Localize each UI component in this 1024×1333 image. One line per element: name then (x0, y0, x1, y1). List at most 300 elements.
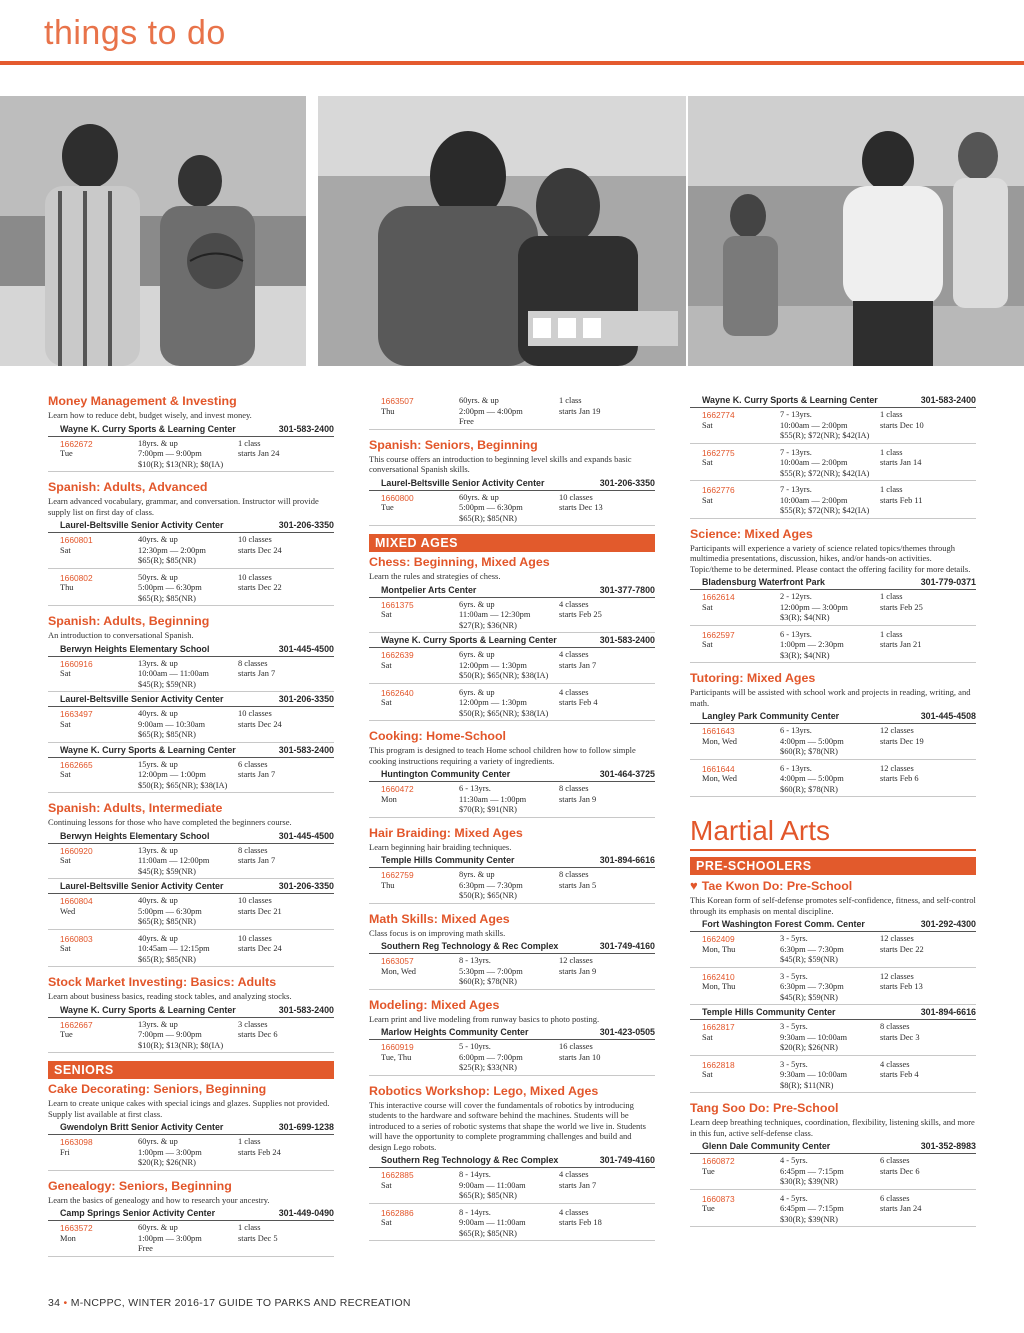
class-time: 11:00am — 12:00pm (138, 856, 210, 865)
class-col-b (780, 764, 880, 796)
class-fee: $55(R); $72(NR); $42(IA) (780, 506, 870, 515)
class-time: 11:30am — 1:00pm (459, 794, 527, 804)
course-description: Learn how to reduce debt, budget wisely, and invest money. (48, 410, 252, 420)
class-col-cc (238, 535, 328, 567)
class-fee: $65(R); $85(NR) (459, 1228, 517, 1238)
class-count: 16 classes (559, 1042, 593, 1051)
course-stock-market (48, 975, 334, 1053)
location-name: Wayne K. Curry Sports & Learning Center (702, 395, 878, 405)
course-tutoring (690, 671, 976, 797)
class-start: starts Dec 24 (238, 719, 282, 729)
class-count: 1 class (238, 438, 261, 448)
course-title: Cake Decorating: Seniors, Beginning (48, 1082, 267, 1096)
class-time: 1:00pm — 3:00pm (138, 1233, 202, 1243)
class-col-a (60, 709, 138, 741)
class-col-b (138, 1137, 238, 1169)
class-ages: 40yrs. & up (138, 709, 178, 718)
class-fee: $65(R); $85(NR) (138, 556, 196, 565)
course-spanish-intermediate (48, 801, 334, 967)
header-rule (0, 61, 1024, 65)
class-start: starts Dec 21 (238, 906, 282, 916)
course-title: Genealogy: Seniors, Beginning (48, 1178, 232, 1193)
class-col-cc (238, 1020, 328, 1052)
class-start: starts Dec 22 (880, 944, 924, 954)
class-col-cc (559, 600, 649, 632)
class-row (48, 758, 334, 794)
class-number: 1662409 (702, 934, 735, 944)
class-count: 4 classes (559, 1207, 589, 1217)
class-fee: $20(R); $26(NR) (138, 1158, 196, 1167)
class-col-cc (238, 846, 328, 878)
class-ages: 6 - 13yrs. (780, 726, 812, 735)
class-start: starts Dec 10 (880, 420, 924, 430)
location-header (48, 881, 334, 894)
location-header (369, 478, 655, 491)
location-phone: 301-206-3350 (278, 694, 334, 704)
class-col-a (702, 1022, 780, 1054)
class-col-cc (559, 784, 649, 816)
class-count: 12 classes (880, 763, 914, 773)
location-phone: 301-779-0371 (920, 577, 976, 587)
class-row (48, 533, 334, 569)
class-col-a (702, 448, 780, 480)
class-days: Thu (60, 583, 74, 592)
class-col-b (780, 448, 880, 480)
class-col-cc (238, 659, 328, 691)
location-header (369, 585, 655, 598)
class-col-cc (880, 726, 970, 758)
class-ages: 13yrs. & up (138, 845, 178, 855)
course-chess (369, 555, 655, 721)
class-col-b (459, 1170, 559, 1202)
class-number: 1662759 (381, 870, 414, 880)
class-days: Mon (381, 794, 397, 804)
location-name: Laurel-Beltsville Senior Activity Center (60, 520, 224, 530)
class-start: starts Jan 19 (559, 406, 601, 416)
class-count: 10 classes (238, 709, 272, 718)
location-header (369, 941, 655, 954)
class-col-cc (880, 1060, 970, 1092)
class-ages: 3 - 5yrs. (780, 1059, 808, 1069)
class-col-b (780, 934, 880, 966)
class-row (690, 408, 976, 444)
location-header (48, 1208, 334, 1221)
class-time: 6:45pm — 7:15pm (780, 1166, 844, 1176)
class-fee: $70(R); $91(NR) (459, 805, 517, 814)
class-row (369, 1168, 655, 1204)
class-fee: $65(R); $85(NR) (138, 593, 196, 603)
class-row (369, 394, 655, 430)
location-phone: 301-583-2400 (920, 395, 976, 405)
course-description: Continuing lessons for those who have completed the beginners course. (48, 817, 292, 827)
class-number: 1662886 (381, 1207, 414, 1218)
class-row (369, 1206, 655, 1242)
class-fee: $45(R); $59(NR) (780, 955, 838, 964)
course-description: Participants will experience a variety of science related topics/themes through multimedia presentations, discussion, hikes, and/or hands-on activities. Topic/theme to be determined. Please contact the offering facility for more details. (690, 542, 971, 574)
class-ages: 6 - 13yrs. (780, 629, 812, 639)
section-band-pre-schoolers: PRE-SCHOOLERS (690, 857, 976, 875)
course-description: Learn about business basics, reading stock tables, and analyzing stocks. (48, 991, 292, 1001)
class-col-b (138, 1223, 238, 1255)
class-col-a (60, 934, 138, 966)
class-row (48, 1221, 334, 1257)
class-fee: $3(R); $4(NR) (780, 613, 830, 622)
location-header (369, 855, 655, 868)
class-col-cc (238, 1137, 328, 1169)
class-col-cc (880, 1022, 970, 1054)
class-days: Mon, Wed (381, 966, 416, 976)
course-cake-decorating (48, 1082, 334, 1171)
location-phone: 301-352-8983 (920, 1141, 976, 1151)
section-band-seniors: SENIORS (48, 1061, 334, 1079)
location-phone: 301-749-4160 (599, 941, 655, 951)
class-number: 1662640 (381, 687, 414, 698)
course-title: Money Management & Investing (48, 394, 237, 408)
class-fee: $27(R); $36(NR) (459, 620, 517, 630)
class-count: 6 classes (880, 1193, 910, 1203)
class-time: 1:00pm — 2:30pm (780, 640, 844, 649)
course-description: This interactive course will cover the fundamentals of robotics by introducing students to the hardware and software behind the machines. Students will be introduced to a series of robotic systems that shape the world we live in. Students will have the opportunity to complete programming challenges and build and design Lego robots. (369, 1099, 646, 1152)
class-ages: 4 - 5yrs. (780, 1156, 808, 1165)
location-name: Marlow Heights Community Center (381, 1027, 529, 1037)
class-fee: $65(R); $85(NR) (459, 1191, 517, 1200)
class-number: 1663098 (60, 1137, 93, 1147)
class-start: starts Jan 9 (559, 794, 597, 804)
class-ages: 3 - 5yrs. (780, 934, 808, 943)
class-number: 1662667 (60, 1019, 93, 1030)
class-col-cc (880, 592, 970, 624)
class-col-b (138, 1020, 238, 1052)
class-time: 4:00pm — 5:00pm (780, 736, 844, 746)
class-ages: 15yrs. & up (138, 759, 178, 769)
class-number: 1662817 (702, 1022, 735, 1032)
class-number: 1662597 (702, 629, 735, 640)
class-days: Sat (702, 1032, 713, 1042)
class-row (369, 491, 655, 527)
class-start: starts Jan 7 (238, 770, 276, 779)
location-phone: 301-206-3350 (599, 477, 655, 488)
class-fee: $50(R); $65(NR); $38(IA) (138, 780, 228, 790)
location-header (48, 1005, 334, 1018)
class-number: 1660802 (60, 572, 93, 583)
class-row (690, 970, 976, 1006)
class-start: starts Jan 7 (238, 669, 276, 678)
class-count: 8 classes (238, 845, 268, 855)
location-name: Wayne K. Curry Sports & Learning Center (60, 744, 236, 755)
class-time: 5:00pm — 6:30pm (138, 906, 202, 916)
location-phone: 301-206-3350 (278, 881, 334, 891)
class-col-a (702, 1156, 780, 1188)
class-row (48, 932, 334, 968)
class-time: 12:30pm — 2:00pm (138, 545, 206, 555)
course-cooking (369, 729, 655, 818)
class-col-a (381, 1170, 459, 1202)
class-fee: $65(R); $85(NR) (138, 917, 196, 926)
class-start: starts Dec 5 (238, 1233, 278, 1243)
class-col-a (381, 870, 459, 902)
class-count: 4 classes (880, 1059, 910, 1069)
class-col-b (138, 846, 238, 878)
class-count: 12 classes (559, 956, 593, 965)
class-col-a (381, 1042, 459, 1074)
location-phone: 301-749-4160 (599, 1155, 655, 1165)
location-name: Southern Reg Technology & Rec Complex (381, 941, 559, 951)
class-days: Sat (702, 602, 713, 612)
class-col-b (780, 972, 880, 1004)
class-start: starts Feb 6 (880, 774, 919, 783)
class-days: Sat (60, 944, 71, 953)
class-ages: 60yrs. & up (459, 492, 499, 502)
class-col-cc (238, 934, 328, 966)
class-fee: $8(R); $11(NR) (780, 1080, 834, 1090)
location-phone: 301-583-2400 (278, 1004, 334, 1015)
class-row (48, 707, 334, 743)
location-phone: 301-894-6616 (599, 855, 655, 865)
class-ages: 7 - 13yrs. (780, 485, 812, 494)
class-col-cc (880, 410, 970, 442)
class-row (690, 1058, 976, 1094)
class-col-cc (559, 870, 649, 902)
class-ages: 60yrs. & up (138, 1137, 178, 1146)
location-header (690, 395, 976, 408)
location-name: Langley Park Community Center (702, 711, 840, 721)
class-time: 9:00am — 11:00am (459, 1180, 526, 1190)
class-days: Sat (60, 770, 71, 779)
class-number: 1660803 (60, 933, 93, 944)
course-continued (369, 394, 655, 430)
class-col-a (60, 1223, 138, 1255)
class-fee: $50(R); $65(NR); $38(IA) (459, 708, 549, 718)
class-row (690, 590, 976, 626)
class-start: starts Jan 7 (559, 1180, 597, 1190)
class-col-b (138, 659, 238, 691)
class-ages: 6yrs. & up (459, 599, 495, 609)
class-number: 1660919 (381, 1042, 414, 1052)
class-count: 12 classes (880, 971, 914, 981)
page-number: 34 (48, 1297, 61, 1309)
class-fee: $60(R); $78(NR) (780, 747, 838, 756)
class-col-a (60, 439, 138, 471)
class-days: Sat (381, 1218, 392, 1227)
class-fee: $50(R); $65(NR) (459, 891, 517, 900)
class-col-cc (559, 1042, 649, 1074)
class-col-a (60, 573, 138, 605)
location-header (369, 1155, 655, 1168)
category-heading-martial-arts: Martial Arts (690, 815, 831, 846)
class-row (690, 762, 976, 798)
location-name: Fort Washington Forest Comm. Center (702, 919, 865, 929)
location-header (369, 635, 655, 648)
column-3 (690, 394, 976, 1235)
location-header (48, 831, 334, 844)
course-title: Math Skills: Mixed Ages (369, 911, 510, 926)
class-row (369, 868, 655, 904)
location-name: Temple Hills Community Center (381, 855, 515, 865)
class-ages: 2 - 12yrs. (780, 592, 812, 601)
class-number: 1663572 (60, 1223, 93, 1233)
class-col-a (381, 688, 459, 720)
class-col-cc (880, 1194, 970, 1226)
category-rule (690, 849, 976, 851)
class-days: Tue, Thu (381, 1052, 412, 1062)
class-col-b (138, 760, 238, 792)
course-title: Stock Market Investing: Basics: Adults (48, 975, 277, 989)
class-col-a (60, 846, 138, 878)
location-name: Wayne K. Curry Sports & Learning Center (60, 423, 236, 434)
class-number: 1663507 (381, 396, 414, 406)
class-days: Mon, Wed (702, 774, 737, 783)
class-col-b (780, 1022, 880, 1054)
class-row (48, 1135, 334, 1171)
location-phone: 301-894-6616 (920, 1007, 976, 1017)
class-count: 8 classes (880, 1022, 910, 1031)
class-col-b (459, 493, 559, 525)
location-header (48, 1122, 334, 1135)
class-count: 4 classes (559, 1170, 589, 1179)
class-fee: $50(R); $65(NR); $38(IA) (459, 671, 549, 680)
class-days: Thu (381, 406, 395, 416)
class-ages: 6 - 13yrs. (459, 784, 491, 793)
class-row (369, 1040, 655, 1076)
class-col-b (780, 1194, 880, 1226)
course-description: Participants will be assisted with school work and projects in reading, writing, and math. (690, 687, 971, 708)
class-number: 1660872 (702, 1156, 735, 1166)
class-col-a (60, 760, 138, 792)
location-phone: 301-449-0490 (278, 1208, 334, 1218)
class-fee: $65(R); $85(NR) (138, 730, 196, 739)
class-number: 1662639 (381, 650, 414, 660)
class-col-cc (238, 760, 328, 792)
course-tang-soo-do (690, 1101, 976, 1227)
class-count: 8 classes (238, 658, 268, 668)
class-ages: 8 - 13yrs. (459, 956, 491, 965)
class-days: Mon, Thu (702, 982, 736, 991)
course-title: Tang Soo Do: Pre-School (690, 1101, 839, 1115)
class-count: 8 classes (559, 870, 589, 879)
class-number: 1662776 (702, 485, 735, 495)
class-fee: $55(R); $72(NR); $42(IA) (780, 468, 870, 478)
class-days: Sat (702, 420, 713, 430)
location-phone: 301-583-2400 (599, 635, 655, 645)
course-description: Learn beginning hair braiding techniques. (369, 841, 512, 852)
class-ages: 50yrs. & up (138, 572, 178, 582)
class-row (48, 571, 334, 607)
class-fee: $45(R); $59(NR) (138, 679, 196, 689)
class-count: 6 classes (880, 1156, 910, 1165)
class-time: 6:30pm — 7:30pm (780, 944, 844, 954)
class-ages: 60yrs. & up (138, 1223, 178, 1232)
course-continued (690, 395, 976, 519)
class-col-a (60, 535, 138, 567)
class-start: starts Jan 9 (559, 966, 597, 976)
class-start: starts Jan 21 (880, 640, 922, 649)
class-col-a (60, 659, 138, 691)
course-spanish-beginning (48, 614, 334, 793)
class-ages: 18yrs. & up (138, 438, 178, 448)
class-col-a (381, 956, 459, 988)
class-count: 1 class (238, 1137, 261, 1146)
class-col-a (60, 896, 138, 928)
class-col-b (780, 1060, 880, 1092)
course-description: Learn the rules and strategies of chess. (369, 571, 501, 581)
class-start: starts Jan 5 (559, 880, 597, 890)
class-days: Sat (702, 495, 713, 505)
class-count: 4 classes (559, 599, 589, 609)
class-col-b (459, 1208, 559, 1240)
class-col-a (702, 410, 780, 442)
class-ages: 13yrs. & up (138, 658, 178, 668)
course-robotics (369, 1084, 655, 1242)
class-start: starts Feb 4 (559, 698, 598, 707)
class-ages: 6 - 13yrs. (780, 763, 812, 773)
photo-basketball (0, 96, 306, 366)
photo-strip (0, 96, 1024, 366)
class-col-cc (880, 630, 970, 662)
class-col-a (381, 493, 459, 525)
class-count: 12 classes (880, 726, 914, 735)
class-days: Tue (60, 1030, 73, 1039)
class-number: 1662665 (60, 759, 93, 770)
class-col-b (138, 934, 238, 966)
location-name: Wayne K. Curry Sports & Learning Center (381, 635, 557, 645)
class-number: 1660800 (381, 492, 414, 503)
class-days: Sat (702, 458, 713, 467)
class-col-cc (238, 709, 328, 741)
class-count: 4 classes (559, 687, 589, 697)
class-col-b (459, 784, 559, 816)
course-spanish-seniors (369, 438, 655, 527)
class-time: 7:00pm — 9:00pm (138, 1030, 202, 1039)
location-phone: 301-206-3350 (278, 520, 334, 530)
class-col-cc (559, 688, 649, 720)
class-row (690, 1020, 976, 1056)
column-2 (369, 394, 655, 1249)
photo-workshop (318, 96, 686, 366)
class-col-b (459, 1042, 559, 1074)
location-header (369, 769, 655, 782)
class-col-cc (880, 485, 970, 517)
class-time: 12:00pm — 1:30pm (459, 698, 527, 707)
class-row (48, 437, 334, 473)
class-fee: $45(R); $59(NR) (780, 992, 838, 1002)
class-fee: $10(R); $13(NR); $8(IA) (138, 1040, 224, 1050)
class-col-b (459, 688, 559, 720)
class-start: starts Jan 7 (559, 660, 597, 670)
class-start: starts Feb 24 (238, 1147, 281, 1157)
class-days: Fri (60, 1147, 70, 1157)
class-start: starts Dec 19 (880, 736, 924, 746)
class-days: Mon, Thu (702, 944, 736, 954)
course-description: An introduction to conversational Spanish. (48, 630, 194, 640)
class-col-b (780, 726, 880, 758)
class-time: 6:30pm — 7:30pm (459, 880, 523, 890)
class-col-b (138, 896, 238, 928)
class-col-b (780, 630, 880, 662)
class-days: Sat (60, 545, 71, 555)
class-number: 1661644 (702, 763, 735, 774)
class-col-a (60, 1020, 138, 1052)
class-start: starts Feb 18 (559, 1218, 602, 1227)
class-ages: 8yrs. & up (459, 870, 495, 879)
page-title: things to do (44, 14, 226, 52)
course-title: Science: Mixed Ages (690, 526, 813, 541)
location-name: Glenn Dale Community Center (702, 1141, 831, 1151)
class-row (690, 1192, 976, 1228)
class-number: 1661643 (702, 726, 735, 736)
class-row (369, 686, 655, 722)
class-count: 1 class (880, 629, 903, 639)
course-description: Learn to create unique cakes with special icings and glazes. Supplies not provided. Supply list available at first class. (48, 1098, 330, 1119)
